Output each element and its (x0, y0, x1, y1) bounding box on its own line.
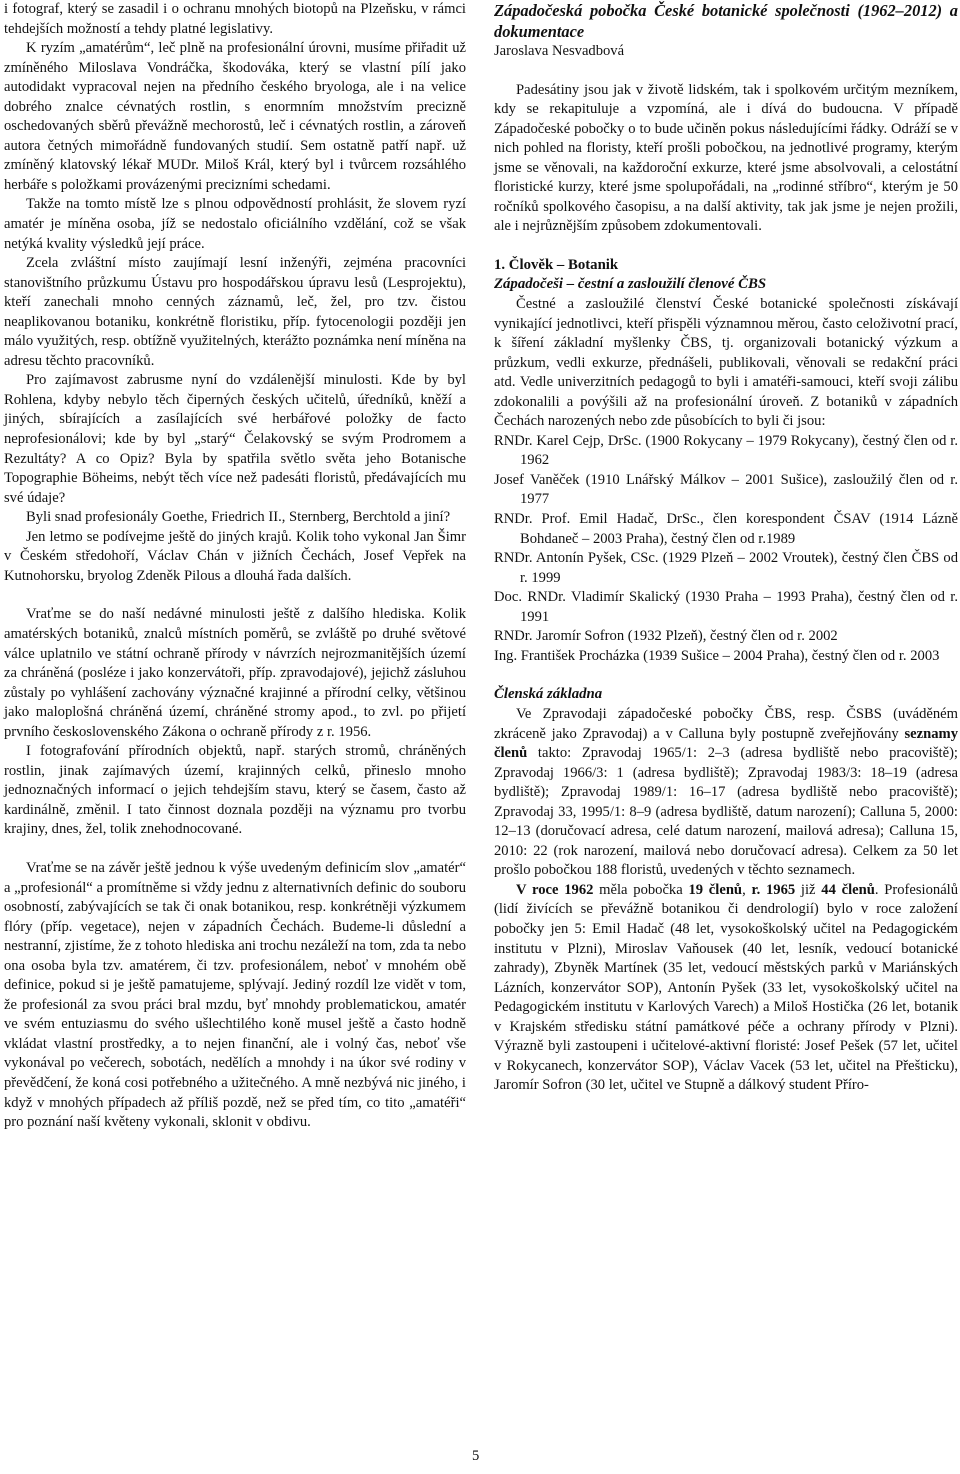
paragraph: K ryzím „amatérům“, leč plně na profesionální úrovni, musíme přiřadit už zmíněného Miloslava Vondráčka, škodováka, který se vlastní pílí jako autodidakt vypracoval nejen na předního českého bryologa, ale i na velice dobrého znalce cévnatých rostlin, s enormním množstvím precizně oschedovaných sběrů převážně mechorostů, leč i cévnatých rostlin, a zároveň autora četných mimořádně fundovaných studií. Sem ostatně patří např. už zmíněný klatovský lékař MUDr. Miloš Král, který byl i tvůrcem rozsáhlého herbáře s položkami provázenými precizními schedami. (4, 40, 466, 193)
paragraph: Vraťme se na závěr ještě jednou k výše uvedeným definicím slov „amatér“ a „profesionál“ a promítněme si vždy jednu z alternativních definic do souboru osobností, zabývajících se tak či onak botanikou, resp. konkrétněji výzkumem flóry (příp. vegetace), nejen v západních Čechách. Budeme-li důslední a nestranní, zjistíme, že z tohoto hlediska ani trochu nezáleží na tom, zda ta nebo ona osoba byla tzv. amatérem, či tzv. profesionálem, neboť v mnohém obě definice, pokud si je ještě pamatujeme, splývají. Jediný rozdíl lze vidět v tom, že profesionál za svou práci bral mzdu, byť mnohdy problematickou, amatér ve svém entuziasmu do svého ušlechtilého koně musel ještě a často hodně vkládat vlastní prostředky, a to nejen finanční, ale i volný čas, neboť vše vykonával po večerech, sobotách, nedělích a mnohdy i na úkor své rodiny v převědčení, že koná cosi potřebného a užitečného. A mně nezbývá nic jiného, i když v mnohých případech až příliš pozdě, než se před tím, co tito „amatéři“ pro poznání naší květeny vykonali, sklonit v obdivu. (4, 859, 466, 1131)
bold-text: 44 členů (821, 881, 875, 898)
list-item: Ing. František Procházka (1939 Sušice – 2004 Praha), čestný člen od r. 2003 (494, 647, 940, 664)
spacer (4, 586, 466, 605)
members-list (494, 432, 958, 667)
paragraph (494, 881, 958, 1096)
bold-text: r. 1965 (751, 881, 796, 898)
spacer (494, 237, 958, 256)
paragraph (494, 705, 958, 881)
paragraph: Pro zajímavost zabrusme nyní do vzdálenější minulosti. Kde by byl Rohlena, kdyby nebylo těch čiperných českých učitelů, úředníků, kněží a jiných, sbírajících a zasílajících své herbářové položky de facto neprofesionálovi; kde by byl „starý“ Čelakovský se svým Prodromem a Rezultáty? A co Opiz? Byla by spatřila světlo světa jeho Botanische Topographie Böheims, nebýt těch více než padesáti floristů, předávajících mu své údaje? (4, 372, 466, 506)
paragraph: Zcela zvláštní místo zaujímají lesní inženýři, zejména pracovníci stanovištního průzkumu Ústavu pro hospodářskou úpravu lesů (Lesprojektu), kteří zanechali mnoho cenných záznamů, leč, žel, pro tzv. čistou neaplikovanou botaniku, konkrétně floristiku, příp. fytocenologii později jen málo využitých, resp. obtížně využitelných, kterážto poznámka není míněna na adresu těchto pracovníků. (4, 255, 466, 369)
section-heading: 1. Člověk – Botanik (494, 256, 619, 273)
list-item: RNDr. Jaromír Sofron (1932 Plzeň), čestný člen od r. 2002 (494, 628, 838, 645)
list-item: RNDr. Antonín Pyšek, CSc. (1929 Plzeň – 2002 Vroutek), čestný člen ČBS od r. 1999 (494, 550, 958, 586)
right-column (494, 0, 958, 1096)
spacer (494, 62, 958, 81)
article-title: Západočeská pobočka České botanické společnosti (1962–2012) a dokumentace (494, 1, 958, 41)
paragraph: Vraťme se do naší nedávné minulosti ještě z dalšího hlediska. Kolik amatérských botaniků, znalců místních poměrů, se zvláště po druhé světové válce uplatnilo ve státní ochraně přírody v návrzích nejrozmanitějších území za chráněná (posléze i jako konzervátoři, příp. zpravodajové), jejichž zásluhou zůstaly po vyhlášení zachovány význačné krajinné a přírodní celky, většinou jako maloplošná chráněná území, chráněné stromy apod., to zvl. po přijetí prvního československého Zákona o ochraně přírody z r. 1956. (4, 606, 466, 740)
list-item: RNDr. Karel Cejp, DrSc. (1900 Rokycany – 1979 Rokycany), čestný člen od r. 1962 (494, 432, 958, 469)
paragraph: Padesátiny jsou jak v životě lidském, tak i spolkovém určitým mezníkem, kdy se rekapituluje a vzpomíná, ale i dívá do budoucna. V případě Západočeské pobočky o to bude učiněn pokus následujícími řádky. Odráží se v nich pohled na floristy, kteří prošli pobočkou, na jednotlivé programy, kterým jsme se věnovali, na každoroční exkurze, které jsme absolvovali, a celostátní floristické kurzy, které jsme spolupořádali, na „rodinné stříbro“, kterým je 50 ročníků spolkového časopisu, a na další aktivity, tak jak jsme je nejen prožili, ale i nejrůznějším způsobem zdokumentovali. (494, 81, 958, 235)
list-item: RNDr. Prof. Emil Hadač, DrSc., člen korespondent ČSAV (1914 Lázně Bohdaneč – 2003 Praha), čestný člen od r.1989 (494, 511, 958, 547)
subsection-heading: Členská základna (494, 686, 603, 703)
paragraph: I fotografování přírodních objektů, např. starých stromů, chráněných rostlin, jinak zajímavých území, krajinných celků, přineslo mnoho jednoznačných informací o jejich tehdejším stavu, který se časem, často až kardinálně, změnil. I tato činnost doznala později na významu pro tvorbu krajiny, dnes, žel, tolik znehodnocované. (4, 743, 466, 838)
text-run: již (795, 881, 822, 898)
article-author: Jaroslava Nesvadbová (494, 43, 625, 59)
paragraph: i fotograf, který se zasadil i o ochranu mnohých biotopů na Plzeňsku, v rámci tehdejších možností a tehdy platné legislativy. (4, 1, 466, 37)
page-number: 5 (472, 1448, 480, 1464)
left-column (4, 0, 466, 1133)
text-run: Ve Zpravodaji západočeské pobočky ČBS, resp. ČSBS (uváděném zkráceně jako Zpravodaj) a v Calluna byly postupně zveřejňovány (494, 705, 958, 742)
text-run: . Profesionálů (lidí živících se převážně botanikou či dendrologií) bylo v roce založení pobočky jen 5: Emil Hadač (48 let, vysokoškolský učitel na Pedagogickém institutu v Plzni), Miroslav Vaňousek (40 let, lesník, vedoucí botanické zahrady), Zbyněk Martínek (35 let, vedoucí městských parků v Mariánských Lázních, konzervátor SOP), Antonín Pyšek (33 let, vysokoškolský učitel na Pedagogickém institutu v Karlových Varech) a Miloš Hostička (26 let, botanik v Krajském středisku státní památkové péče a ochrany přírody v Plzni). Výrazně byli zastoupeni i učitelové-aktivní floristé: Josef Pešek (57 let, učitel v Rokycanech, konzervátor SOP), Václav Vacek (53 let, učitel na Přešticku), Jaromír Sofron (30 let, učitel ve Stupně a dálkový student Přírо- (494, 881, 959, 1094)
text-run: měla pobočka (593, 881, 689, 898)
list-item: Doc. RNDr. Vladimír Skalický (1930 Praha – 1993 Praha), čestný člen od r. 1991 (494, 589, 958, 625)
paragraph: Byli snad profesionály Goethe, Friedrich II., Sternberg, Berchtold a jiní? (26, 509, 451, 526)
paragraph: Čestné a zasloužilé členství České botanické společnosti získávají vynikající jednotlivci, kteří přispěli významnou měrou, často celoživotní prací, k šíření základní myšlenky ČBS, tj. organizovali botanický výzkum a průzkum, vedli exkurze, přednášeli, publikovali, věnovali se redakční práci atd. Vedle univerzitních pedagogů to byli i amatéři-samouci, kteří svoji zálibu zdokonalili a povýšili až na profesionální úroveň. Z botaniků v západních Čechách narozených nebo zde působících to byli či jsou: (494, 296, 958, 430)
text-run: , (742, 881, 752, 898)
paragraph: Takže na tomto místě lze s plnou odpovědností prohlásit, že slovem ryzí amatér je míněna osoba, jíž se nedostalo oficiálního vzdělání, což se však netýká kvality výsledků její práce. (4, 196, 466, 252)
text-run: takto: Zpravodaj 1965/1: 2–3 (adresa bydliště nebo pracoviště); Zpravodaj 1966/3: 1 (adresa bydliště); Zpravodaj 1983/3: 18–19 (adresa bydliště); Zpravodaj 1989/1: 16–17 (adresa bydliště nebo pracoviště); Zpravodaj 33, 1995/1: 8–9 (adresa bydliště, datum narození); Calluna 5, 2000: 12–13 (doručovací adresa, celé datum narození, mailová adresa); Calluna 15, 2010: 22 (rok narození, mailová nebo doručovací adresa). Celkem za 50 let prošlo pobočkou 188 floristů, uvedených v těchto seznamech. (494, 745, 958, 879)
list-item: Josef Vaněček (1910 Lnářský Málkov – 2001 Sušice), zasloužilý člen od r. 1977 (494, 471, 958, 508)
spacer (494, 666, 958, 685)
paragraph: Jen letmo se podívejme ještě do jiných krajů. Kolik toho vykonal Jan Šimr v Českém středohoří, Václav Chán v jižních Čechách, Josef Vepřek na Kutnohorsku, bryolog Zdeněk Pilous a dlouhá řada dalších. (4, 528, 466, 584)
subsection-heading: Západočeši – čestní a zasloužilí členové ČBS (494, 276, 767, 293)
bold-text: seznamy členů (494, 725, 958, 762)
spacer (4, 840, 466, 859)
bold-text: V roce 1962 (516, 881, 594, 898)
bold-text: 19 členů (688, 881, 743, 898)
